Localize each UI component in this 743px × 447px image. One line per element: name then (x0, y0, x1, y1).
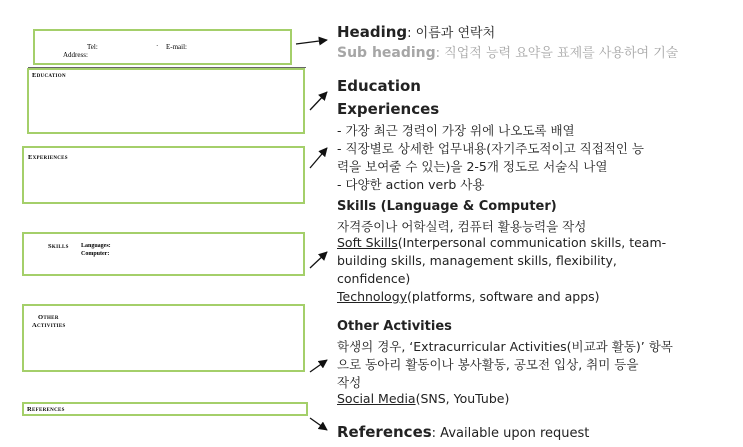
experiences-section-label: Experiences (28, 154, 68, 161)
heading-note-text: : 이름과 연락처 (407, 26, 496, 41)
subheading-note-label: Sub heading (337, 45, 436, 61)
soft-skills-line-1 (337, 235, 666, 250)
references-section-label: References (27, 406, 65, 413)
social-media-label: Social Media (337, 391, 416, 406)
skills-section-label: Skills (48, 243, 69, 250)
address-label: Address: (63, 51, 88, 59)
technology-label: Technology (337, 289, 408, 304)
soft-skills-label: Soft Skills (337, 235, 398, 250)
experiences-line-4: - 다양한 action verb 사용 (337, 177, 485, 192)
other-line-1: 학생의 경우, ‘Extracurricular Activities(비교과 활동)’ 항목 (337, 339, 673, 354)
technology-line (337, 289, 600, 304)
education-note-label: Education (337, 77, 421, 95)
soft-skills-text-1: (Interpersonal communication skills, team- (397, 235, 667, 250)
references-note (337, 423, 589, 441)
experiences-line-1: - 가장 최근 경력이 가장 위에 나오도록 배열 (337, 123, 575, 138)
other-section-label-1: Other (38, 314, 59, 321)
references-note-text: : Available upon request (431, 426, 590, 441)
experiences-line-2: - 직장별로 상세한 업무내용(자기주도적이고 직접적인 능 (337, 141, 644, 156)
heading-note (337, 22, 495, 41)
references-arrow (310, 418, 327, 430)
experiences-arrow (310, 148, 327, 168)
languages-label: Languages: (81, 243, 111, 249)
email-label: E-mail: (166, 43, 187, 51)
other-section-label-2: Activities (32, 322, 66, 329)
education-arrow (310, 92, 327, 110)
references-note-label: References (337, 423, 432, 441)
subheading-note (337, 42, 678, 61)
education-section-label: Education (32, 72, 66, 79)
social-media-text: (SNS, YouTube) (415, 391, 510, 406)
separator-dot: · (156, 42, 159, 50)
skills-arrow (310, 252, 327, 268)
other-line-2: 으로 동아리 활동이나 봉사활동, 공모전 입상, 취미 등을 (337, 357, 639, 372)
computer-label: Computer: (81, 251, 110, 257)
technology-text: (platforms, software and apps) (407, 289, 600, 304)
experiences-line-3: 력을 보여줄 수 있는)을 2-5개 정도로 서술식 나열 (337, 159, 608, 174)
other-note-label: Other Activities (337, 319, 452, 334)
other-arrow (310, 360, 327, 372)
tel-label: Tel: (87, 43, 98, 51)
soft-skills-line-2: building skills, management skills, flexibility, (337, 253, 617, 268)
subheading-note-text: : 직업적 능력 요약을 표제를 사용하여 기술 (435, 46, 679, 61)
heading-note-label: Heading (337, 23, 408, 41)
heading-arrow (296, 40, 327, 44)
soft-skills-line-3: confidence) (337, 271, 411, 286)
social-media-line (337, 391, 509, 406)
skills-note-label: Skills (Language & Computer) (337, 199, 557, 214)
skills-line-1: 자격증이나 어학실력, 컴퓨터 활용능력을 작성 (337, 219, 587, 234)
other-line-3: 작성 (337, 375, 362, 390)
experiences-note-label: Experiences (337, 100, 440, 118)
